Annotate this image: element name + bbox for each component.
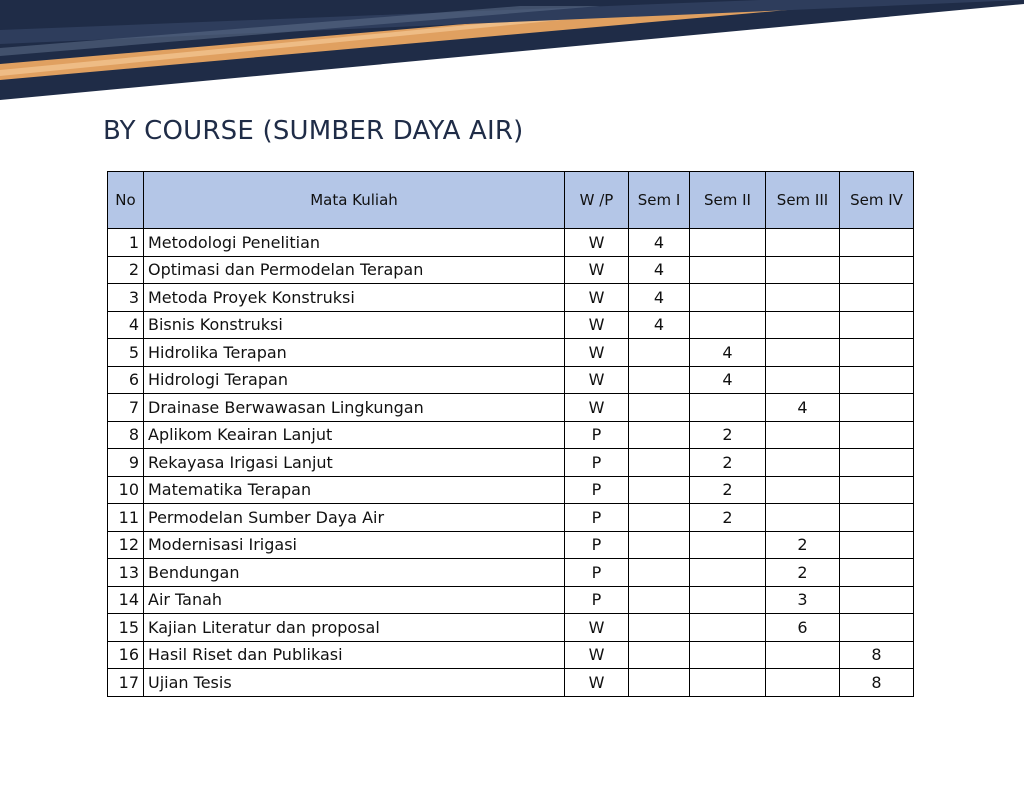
cell-sem-2 bbox=[690, 669, 766, 697]
cell-name: Optimasi dan Permodelan Terapan bbox=[144, 256, 565, 284]
table-row bbox=[108, 641, 914, 669]
cell-name: Bendungan bbox=[144, 559, 565, 587]
cell-sem-3 bbox=[766, 449, 840, 477]
cell-wp: W bbox=[565, 614, 629, 642]
table-row bbox=[108, 339, 914, 367]
table-header-row bbox=[108, 172, 914, 229]
cell-no: 5 bbox=[108, 339, 144, 367]
cell-name: Metodologi Penelitian bbox=[144, 229, 565, 257]
cell-sem-4 bbox=[840, 366, 914, 394]
header-sem-2: Sem II bbox=[690, 172, 766, 229]
cell-sem-3 bbox=[766, 476, 840, 504]
cell-sem-1 bbox=[629, 339, 690, 367]
cell-sem-1: 4 bbox=[629, 284, 690, 312]
cell-wp: P bbox=[565, 531, 629, 559]
cell-wp: W bbox=[565, 256, 629, 284]
cell-sem-2 bbox=[690, 531, 766, 559]
cell-sem-4 bbox=[840, 614, 914, 642]
cell-sem-4 bbox=[840, 229, 914, 257]
header-sem-3: Sem III bbox=[766, 172, 840, 229]
cell-sem-1 bbox=[629, 586, 690, 614]
table-row bbox=[108, 311, 914, 339]
cell-sem-2 bbox=[690, 284, 766, 312]
cell-no: 6 bbox=[108, 366, 144, 394]
cell-wp: P bbox=[565, 504, 629, 532]
cell-no: 12 bbox=[108, 531, 144, 559]
cell-wp: W bbox=[565, 311, 629, 339]
cell-wp: P bbox=[565, 476, 629, 504]
cell-name: Hidrologi Terapan bbox=[144, 366, 565, 394]
table-row bbox=[108, 504, 914, 532]
cell-sem-4: 8 bbox=[840, 669, 914, 697]
cell-sem-3 bbox=[766, 641, 840, 669]
table-row bbox=[108, 559, 914, 587]
cell-sem-4: 8 bbox=[840, 641, 914, 669]
cell-sem-2 bbox=[690, 311, 766, 339]
cell-sem-2: 2 bbox=[690, 476, 766, 504]
cell-sem-2 bbox=[690, 586, 766, 614]
table-row bbox=[108, 229, 914, 257]
table-row bbox=[108, 531, 914, 559]
cell-sem-3 bbox=[766, 339, 840, 367]
table-row bbox=[108, 449, 914, 477]
cell-sem-1 bbox=[629, 449, 690, 477]
cell-no: 1 bbox=[108, 229, 144, 257]
cell-sem-3: 2 bbox=[766, 559, 840, 587]
table-row bbox=[108, 669, 914, 697]
cell-wp: W bbox=[565, 229, 629, 257]
cell-sem-2: 2 bbox=[690, 449, 766, 477]
cell-no: 4 bbox=[108, 311, 144, 339]
cell-name: Rekayasa Irigasi Lanjut bbox=[144, 449, 565, 477]
cell-sem-4 bbox=[840, 311, 914, 339]
cell-sem-2 bbox=[690, 614, 766, 642]
cell-wp: W bbox=[565, 669, 629, 697]
cell-sem-3 bbox=[766, 669, 840, 697]
cell-wp: W bbox=[565, 641, 629, 669]
cell-sem-1 bbox=[629, 614, 690, 642]
cell-no: 17 bbox=[108, 669, 144, 697]
cell-wp: P bbox=[565, 449, 629, 477]
cell-name: Hasil Riset dan Publikasi bbox=[144, 641, 565, 669]
cell-name: Drainase Berwawasan Lingkungan bbox=[144, 394, 565, 422]
cell-wp: P bbox=[565, 586, 629, 614]
cell-no: 7 bbox=[108, 394, 144, 422]
cell-sem-1 bbox=[629, 366, 690, 394]
cell-sem-3 bbox=[766, 256, 840, 284]
cell-sem-4 bbox=[840, 531, 914, 559]
cell-sem-1 bbox=[629, 531, 690, 559]
cell-sem-1 bbox=[629, 669, 690, 697]
cell-sem-4 bbox=[840, 586, 914, 614]
cell-wp: W bbox=[565, 339, 629, 367]
cell-sem-3: 2 bbox=[766, 531, 840, 559]
header-no: No bbox=[108, 172, 144, 229]
cell-wp: W bbox=[565, 284, 629, 312]
cell-name: Matematika Terapan bbox=[144, 476, 565, 504]
cell-sem-1 bbox=[629, 476, 690, 504]
header-sem-1: Sem I bbox=[629, 172, 690, 229]
cell-no: 3 bbox=[108, 284, 144, 312]
cell-sem-2 bbox=[690, 394, 766, 422]
cell-sem-2 bbox=[690, 641, 766, 669]
cell-no: 15 bbox=[108, 614, 144, 642]
cell-no: 8 bbox=[108, 421, 144, 449]
cell-sem-4 bbox=[840, 504, 914, 532]
table-row bbox=[108, 421, 914, 449]
cell-no: 2 bbox=[108, 256, 144, 284]
table-row bbox=[108, 284, 914, 312]
cell-sem-1: 4 bbox=[629, 311, 690, 339]
cell-name: Aplikom Keairan Lanjut bbox=[144, 421, 565, 449]
cell-sem-2: 2 bbox=[690, 504, 766, 532]
cell-sem-3 bbox=[766, 284, 840, 312]
cell-sem-3 bbox=[766, 229, 840, 257]
slide-title: BY COURSE (SUMBER DAYA AIR) bbox=[103, 116, 524, 146]
cell-sem-2: 4 bbox=[690, 366, 766, 394]
cell-sem-2: 2 bbox=[690, 421, 766, 449]
cell-sem-1: 4 bbox=[629, 256, 690, 284]
cell-sem-3 bbox=[766, 504, 840, 532]
table-row bbox=[108, 366, 914, 394]
cell-name: Modernisasi Irigasi bbox=[144, 531, 565, 559]
cell-sem-3 bbox=[766, 311, 840, 339]
cell-no: 13 bbox=[108, 559, 144, 587]
cell-sem-1: 4 bbox=[629, 229, 690, 257]
table-row bbox=[108, 256, 914, 284]
cell-name: Air Tanah bbox=[144, 586, 565, 614]
header-sem-4: Sem IV bbox=[840, 172, 914, 229]
cell-wp: W bbox=[565, 366, 629, 394]
table-row bbox=[108, 394, 914, 422]
cell-no: 16 bbox=[108, 641, 144, 669]
cell-sem-3 bbox=[766, 366, 840, 394]
cell-name: Permodelan Sumber Daya Air bbox=[144, 504, 565, 532]
cell-sem-4 bbox=[840, 284, 914, 312]
cell-sem-4 bbox=[840, 476, 914, 504]
cell-name: Ujian Tesis bbox=[144, 669, 565, 697]
cell-wp: P bbox=[565, 421, 629, 449]
cell-wp: P bbox=[565, 559, 629, 587]
cell-sem-3: 3 bbox=[766, 586, 840, 614]
table-row bbox=[108, 586, 914, 614]
cell-no: 10 bbox=[108, 476, 144, 504]
cell-sem-1 bbox=[629, 421, 690, 449]
cell-sem-3: 4 bbox=[766, 394, 840, 422]
table-row bbox=[108, 476, 914, 504]
cell-sem-3 bbox=[766, 421, 840, 449]
cell-sem-1 bbox=[629, 641, 690, 669]
cell-name: Hidrolika Terapan bbox=[144, 339, 565, 367]
cell-sem-4 bbox=[840, 339, 914, 367]
cell-no: 11 bbox=[108, 504, 144, 532]
cell-name: Kajian Literatur dan proposal bbox=[144, 614, 565, 642]
cell-sem-4 bbox=[840, 394, 914, 422]
cell-name: Metoda Proyek Konstruksi bbox=[144, 284, 565, 312]
header-decoration bbox=[0, 0, 1024, 100]
cell-sem-1 bbox=[629, 504, 690, 532]
cell-sem-2: 4 bbox=[690, 339, 766, 367]
cell-wp: W bbox=[565, 394, 629, 422]
cell-name: Bisnis Konstruksi bbox=[144, 311, 565, 339]
course-table bbox=[107, 171, 914, 697]
cell-sem-1 bbox=[629, 394, 690, 422]
cell-sem-2 bbox=[690, 559, 766, 587]
header-mata-kuliah: Mata Kuliah bbox=[144, 172, 565, 229]
cell-sem-2 bbox=[690, 229, 766, 257]
cell-sem-4 bbox=[840, 559, 914, 587]
cell-sem-4 bbox=[840, 421, 914, 449]
cell-sem-3: 6 bbox=[766, 614, 840, 642]
cell-no: 9 bbox=[108, 449, 144, 477]
cell-sem-4 bbox=[840, 256, 914, 284]
table-row bbox=[108, 614, 914, 642]
cell-sem-1 bbox=[629, 559, 690, 587]
header-wp: W /P bbox=[565, 172, 629, 229]
cell-sem-4 bbox=[840, 449, 914, 477]
cell-no: 14 bbox=[108, 586, 144, 614]
cell-sem-2 bbox=[690, 256, 766, 284]
